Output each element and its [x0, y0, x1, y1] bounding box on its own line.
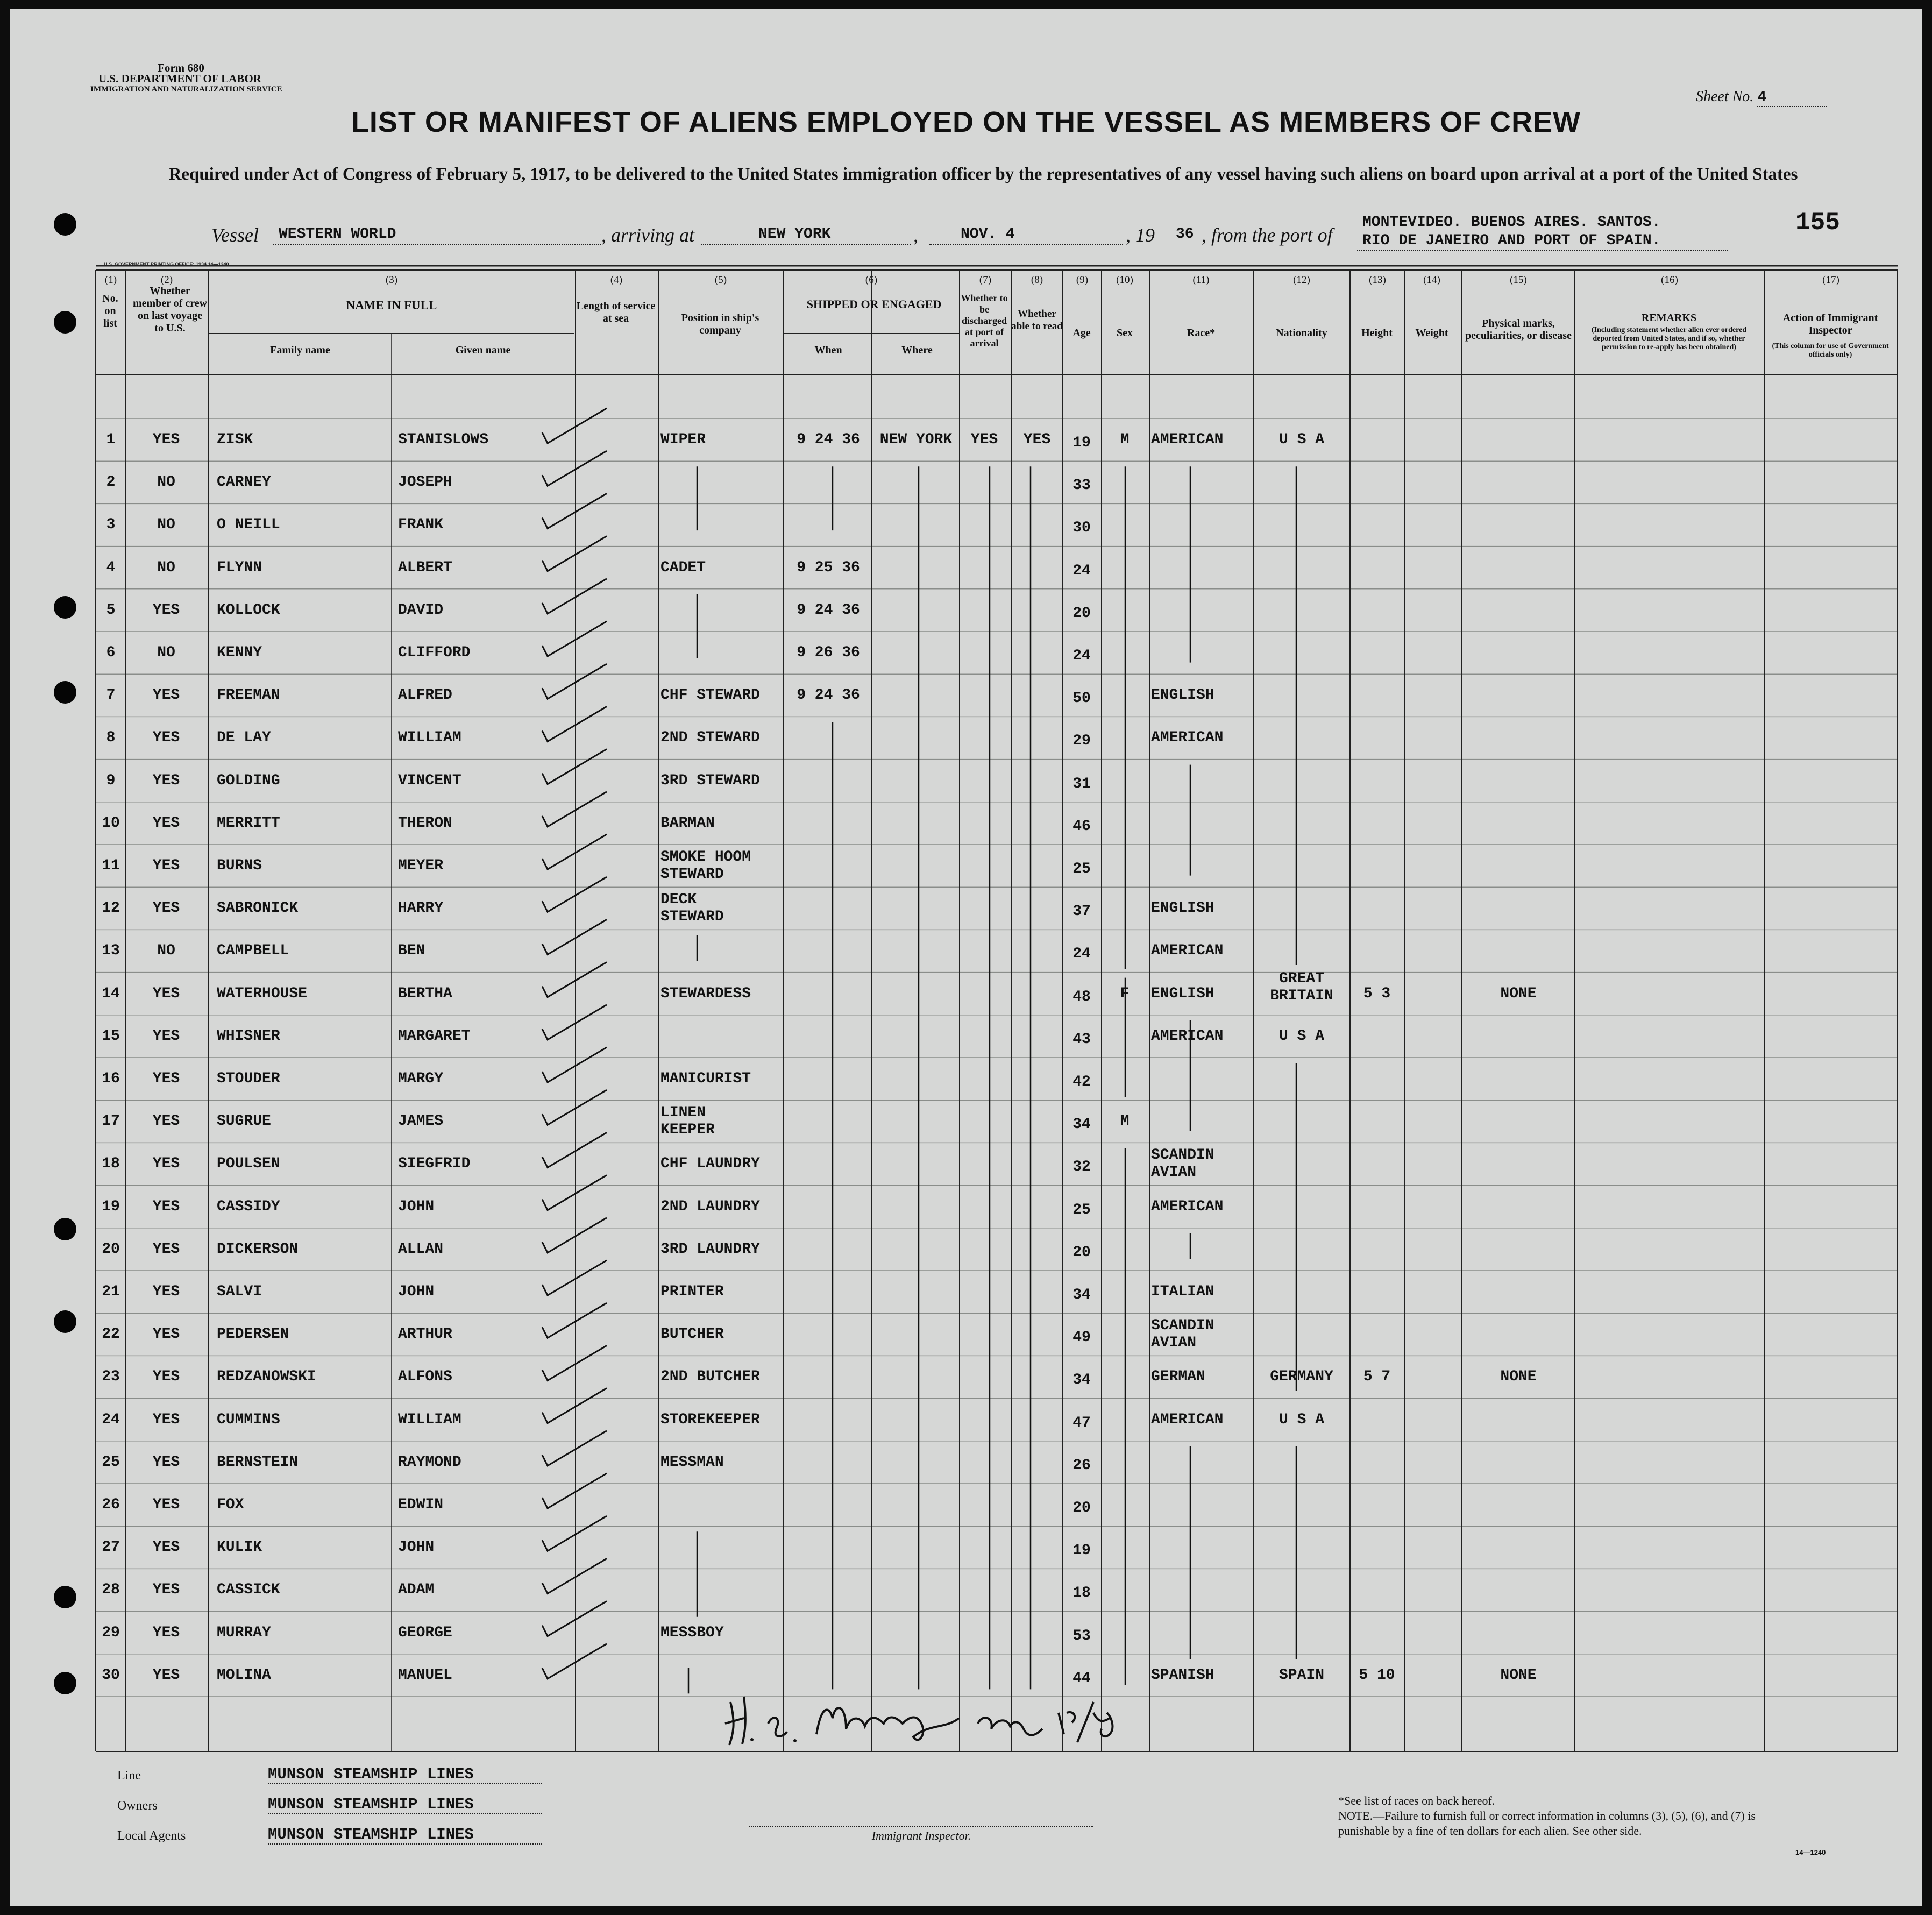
row-discharged: YES: [970, 431, 998, 448]
line-value: MUNSON STEAMSHIP LINES: [268, 1765, 542, 1784]
row-age: 47: [1072, 1414, 1091, 1431]
column-number: (3): [385, 274, 398, 286]
row-number: 30: [102, 1666, 120, 1684]
row-shipped-where: NEW YORK: [879, 431, 953, 448]
from-port-label: , from the port of: [1202, 224, 1333, 246]
row-race: SPANISH: [1151, 1666, 1214, 1684]
row-physical-marks: NONE: [1500, 1666, 1537, 1684]
row-family-name: KENNY: [217, 644, 262, 661]
row-given-name: CLIFFORD: [398, 644, 471, 661]
row-given-name: ALFRED: [398, 687, 452, 704]
row-shipped-when: 9 25 36: [797, 559, 860, 576]
row-age: 26: [1072, 1457, 1091, 1474]
row-age: 25: [1072, 1201, 1091, 1218]
row-nationality: U S A: [1278, 1027, 1324, 1045]
column-number: (1): [104, 274, 117, 286]
row-race: AMERICAN: [1151, 431, 1224, 448]
row-previous-voyage: YES: [152, 1411, 180, 1428]
header-discharged: Whether to be discharged at port of arrival: [961, 293, 1008, 349]
sheet-number-value: 4: [1757, 89, 1827, 107]
row-height: 5 10: [1359, 1666, 1395, 1684]
row-number: 13: [102, 942, 120, 960]
row-family-name: WHISNER: [217, 1027, 280, 1045]
row-height: 5 7: [1363, 1368, 1391, 1386]
row-nationality: GERMANY: [1270, 1368, 1333, 1386]
row-position: MANICURIST: [660, 1070, 751, 1087]
row-number: 5: [106, 601, 116, 619]
row-position: 3RD STEWARD: [660, 772, 760, 789]
row-age: 49: [1072, 1329, 1091, 1346]
row-age: 32: [1072, 1159, 1091, 1176]
row-previous-voyage: YES: [152, 1283, 180, 1300]
page-subtitle: Required under Act of Congress of February 5, 1917, to be delivered to the United States immigration officer by the representatives of any vessel having such aliens on board upon arrival at a port of the United States: [168, 165, 1798, 184]
column-number: (14): [1423, 274, 1440, 286]
arrival-date: NOV. 4: [961, 226, 1015, 243]
row-number: 11: [102, 857, 120, 874]
row-given-name: MARGARET: [398, 1027, 471, 1045]
row-position: DECK: [660, 891, 697, 909]
header-age: Age: [1072, 327, 1091, 339]
row-family-name: MERRITT: [217, 814, 280, 832]
row-number: 16: [102, 1070, 120, 1087]
row-family-name: CAMPBELL: [217, 942, 289, 960]
row-number: 20: [102, 1240, 120, 1258]
row-position: SMOKE HOOM: [660, 849, 751, 866]
column-number: (10): [1116, 274, 1133, 286]
column-number: (11): [1192, 274, 1210, 286]
row-previous-voyage: YES: [152, 857, 180, 874]
vessel-name: WESTERN WORLD: [279, 226, 396, 243]
year-label: , 19: [1126, 224, 1155, 246]
column-number: (16): [1661, 274, 1678, 286]
row-race: ENGLISH: [1151, 687, 1214, 704]
row-age: 20: [1072, 1500, 1091, 1516]
header-height: Height: [1361, 327, 1393, 339]
penalty-note: NOTE.—Failure to furnish full or correct information in columns (3), (5), (6), and (7) is punishable by a fine of ten dollars for each alien. See other side.: [1338, 1809, 1756, 1838]
row-given-name: ALFONS: [398, 1368, 452, 1386]
column-number: (12): [1293, 274, 1310, 286]
row-able-to-read: YES: [1023, 431, 1051, 448]
row-previous-voyage: NO: [157, 474, 175, 491]
row-number: 29: [102, 1624, 120, 1641]
row-nationality: U S A: [1278, 431, 1324, 448]
row-family-name: DE LAY: [217, 729, 271, 747]
row-family-name: KOLLOCK: [217, 601, 280, 619]
row-family-name: CASSIDY: [217, 1198, 280, 1215]
row-number: 28: [102, 1581, 120, 1599]
row-previous-voyage: YES: [152, 1027, 180, 1045]
row-family-name: WATERHOUSE: [217, 985, 308, 1002]
header-weight: Weight: [1415, 327, 1448, 339]
row-family-name: MURRAY: [217, 1624, 271, 1641]
row-age: 53: [1072, 1627, 1091, 1644]
row-position: PRINTER: [660, 1283, 724, 1300]
row-age: 18: [1072, 1585, 1091, 1602]
row-previous-voyage: YES: [152, 814, 180, 832]
row-age: 43: [1072, 1031, 1091, 1048]
column-number: (5): [714, 274, 727, 286]
vessel-line: Vessel WESTERN WORLD , arriving at NEW YORK , NOV. 4 , 19 36 , from the port of MONTEVIDEO. BUENOS AIRES. SANTOS. RIO DE JANEIRO AND PORT OF SPAIN.: [10, 218, 1922, 253]
owners-value: MUNSON STEAMSHIP LINES: [268, 1796, 542, 1814]
row-age: 19: [1072, 1542, 1091, 1559]
row-number: 25: [102, 1453, 120, 1471]
row-position: 2ND STEWARD: [660, 729, 760, 747]
row-age: 33: [1072, 477, 1091, 494]
row-family-name: DICKERSON: [217, 1240, 299, 1258]
column-number: (7): [979, 274, 992, 286]
header-shipped-engaged: SHIPPED OR ENGAGED: [806, 297, 942, 311]
row-position: KEEPER: [660, 1122, 715, 1139]
row-age: 48: [1072, 988, 1091, 1005]
row-family-name: POULSEN: [217, 1155, 280, 1173]
row-age: 29: [1072, 733, 1091, 750]
row-given-name: WILLIAM: [398, 1411, 461, 1428]
header-inspector-note: (This column for use of Government officials only): [1772, 342, 1889, 359]
header-position: Position in ship's company: [681, 312, 759, 336]
arrival-year: 36: [1176, 226, 1194, 243]
row-family-name: O NEILL: [217, 516, 280, 534]
row-given-name: MANUEL: [398, 1666, 452, 1684]
row-number: 8: [106, 729, 116, 747]
form-number: Form 680: [158, 61, 204, 74]
header-able-to-read: Whether able to read: [1011, 308, 1063, 332]
row-nationality: U S A: [1278, 1411, 1324, 1428]
row-position: STEWARD: [660, 866, 724, 883]
row-family-name: SALVI: [217, 1283, 262, 1300]
row-family-name: MOLINA: [217, 1666, 271, 1684]
row-number: 26: [102, 1496, 120, 1513]
row-position: STEWARDESS: [660, 985, 751, 1002]
row-previous-voyage: YES: [152, 900, 180, 917]
row-previous-voyage: YES: [152, 1240, 180, 1258]
header-remarks-note: (Including statement whether alien ever ordered deported from United States, and if so, whether permission to re-apply has been obtained): [1591, 326, 1747, 351]
row-age: 50: [1072, 690, 1091, 707]
row-family-name: CUMMINS: [217, 1411, 280, 1428]
row-number: 15: [102, 1027, 120, 1045]
row-number: 6: [106, 644, 116, 661]
row-age: 44: [1072, 1670, 1091, 1687]
row-nationality: GREAT: [1278, 970, 1324, 987]
row-age: 25: [1072, 861, 1091, 877]
row-given-name: VINCENT: [398, 772, 461, 789]
row-position: 2ND LAUNDRY: [660, 1198, 760, 1215]
row-given-name: MEYER: [398, 857, 444, 874]
row-nationality: BRITAIN: [1270, 987, 1333, 1004]
column-number: (13): [1369, 274, 1386, 286]
row-sex: M: [1120, 1113, 1130, 1130]
row-position: MESSBOY: [660, 1624, 724, 1641]
row-family-name: KULIK: [217, 1539, 262, 1556]
row-position: LINEN: [660, 1104, 706, 1122]
header-race: Race*: [1187, 327, 1216, 339]
row-previous-voyage: YES: [152, 1581, 180, 1599]
header-sex: Sex: [1117, 327, 1133, 339]
row-position: STEWARD: [660, 909, 724, 926]
row-previous-voyage: YES: [152, 1155, 180, 1173]
department: U.S. DEPARTMENT OF LABOR: [98, 72, 261, 85]
row-given-name: JOHN: [398, 1539, 435, 1556]
row-position: 3RD LAUNDRY: [660, 1240, 760, 1258]
header-physical-marks: Physical marks, peculiarities, or disease: [1465, 317, 1572, 342]
row-race: AMERICAN: [1151, 942, 1224, 960]
row-given-name: EDWIN: [398, 1496, 444, 1513]
row-given-name: THERON: [398, 814, 452, 832]
header-where: Where: [901, 344, 933, 356]
row-family-name: ZISK: [217, 431, 253, 448]
row-shipped-when: 9 24 36: [797, 601, 860, 619]
row-race: SCANDIN: [1151, 1147, 1214, 1164]
header-family-name: Family name: [270, 344, 330, 356]
row-number: 10: [102, 814, 120, 832]
column-number: (9): [1076, 274, 1089, 286]
row-sex: M: [1120, 431, 1130, 448]
footer-note: [1338, 1793, 1801, 1839]
row-given-name: JOHN: [398, 1283, 435, 1300]
arriving-port: NEW YORK: [758, 226, 831, 243]
row-family-name: FLYNN: [217, 559, 262, 576]
row-nationality: SPAIN: [1278, 1666, 1324, 1684]
form-code: 14—1240: [1795, 1848, 1826, 1856]
row-given-name: BEN: [398, 942, 425, 960]
row-family-name: FOX: [217, 1496, 244, 1513]
from-port-1: MONTEVIDEO. BUENOS AIRES. SANTOS.: [1362, 214, 1661, 231]
row-race: SCANDIN: [1151, 1317, 1214, 1335]
row-given-name: JAMES: [398, 1113, 444, 1130]
manifest-sheet: [10, 9, 1922, 1906]
row-position: BUTCHER: [660, 1326, 724, 1343]
row-previous-voyage: YES: [152, 1624, 180, 1641]
row-shipped-when: 9 24 36: [797, 431, 860, 448]
inspector-signature: [714, 1680, 1145, 1750]
row-given-name: DAVID: [398, 601, 444, 619]
row-previous-voyage: YES: [152, 729, 180, 747]
row-shipped-when: 9 24 36: [797, 687, 860, 704]
row-family-name: BERNSTEIN: [217, 1453, 299, 1471]
row-age: 30: [1072, 520, 1091, 537]
row-previous-voyage: NO: [157, 559, 175, 576]
row-number: 21: [102, 1283, 120, 1300]
row-previous-voyage: YES: [152, 985, 180, 1002]
header-name-in-full: NAME IN FULL: [346, 299, 437, 312]
row-given-name: ALLAN: [398, 1240, 444, 1258]
row-age: 20: [1072, 605, 1091, 622]
row-given-name: STANISLOWS: [398, 431, 489, 448]
vessel-label: Vessel: [211, 224, 259, 246]
row-number: 24: [102, 1411, 120, 1428]
row-family-name: SUGRUE: [217, 1113, 271, 1130]
owners-label: Owners: [117, 1799, 158, 1813]
header-length-of-service: Length of service at sea: [576, 300, 656, 324]
row-previous-voyage: YES: [152, 1070, 180, 1087]
column-number: (4): [610, 274, 623, 286]
row-given-name: FRANK: [398, 516, 444, 534]
header-inspector-action: Action of Immigrant Inspector: [1782, 312, 1878, 336]
row-age: 42: [1072, 1074, 1091, 1090]
row-physical-marks: NONE: [1500, 1368, 1537, 1386]
row-race: ENGLISH: [1151, 985, 1214, 1002]
row-number: 9: [106, 772, 116, 789]
row-previous-voyage: YES: [152, 1368, 180, 1386]
row-given-name: ARTHUR: [398, 1326, 452, 1343]
row-age: 31: [1072, 775, 1091, 792]
sheet-number-label: Sheet No.: [1696, 88, 1754, 105]
row-age: 34: [1072, 1287, 1091, 1303]
row-previous-voyage: YES: [152, 431, 180, 448]
row-number: 19: [102, 1198, 120, 1215]
header-when: When: [814, 344, 842, 356]
row-position: MESSMAN: [660, 1453, 724, 1471]
row-given-name: JOSEPH: [398, 474, 452, 491]
row-position: 2ND BUTCHER: [660, 1368, 760, 1386]
row-previous-voyage: NO: [157, 942, 175, 960]
row-race: AMERICAN: [1151, 1411, 1224, 1428]
row-position: WIPER: [660, 431, 706, 448]
row-race: AMERICAN: [1151, 1027, 1224, 1045]
row-position: CADET: [660, 559, 706, 576]
header-prev-voyage: Whether member of crew on last voyage to U.S.: [132, 285, 208, 334]
row-given-name: HARRY: [398, 900, 444, 917]
row-race: AMERICAN: [1151, 729, 1224, 747]
row-previous-voyage: YES: [152, 1496, 180, 1513]
row-number: 18: [102, 1155, 120, 1173]
row-number: 22: [102, 1326, 120, 1343]
row-given-name: MARGY: [398, 1070, 444, 1087]
row-family-name: CARNEY: [217, 474, 271, 491]
row-previous-voyage: YES: [152, 1539, 180, 1556]
row-family-name: REDZANOWSKI: [217, 1368, 316, 1386]
header-no-on-list: No. on list: [102, 293, 118, 329]
row-previous-voyage: YES: [152, 772, 180, 789]
row-number: 3: [106, 516, 116, 534]
row-age: 34: [1072, 1372, 1091, 1389]
service: IMMIGRATION AND NATURALIZATION SERVICE: [90, 85, 282, 94]
row-age: 19: [1072, 435, 1091, 451]
stamp-number: 155: [1795, 209, 1840, 237]
row-family-name: BURNS: [217, 857, 262, 874]
agents-value: MUNSON STEAMSHIP LINES: [268, 1826, 542, 1845]
row-shipped-when: 9 26 36: [797, 644, 860, 661]
row-number: 2: [106, 474, 116, 491]
row-family-name: PEDERSEN: [217, 1326, 289, 1343]
row-height: 5 3: [1363, 985, 1391, 1002]
row-age: 24: [1072, 946, 1091, 963]
column-number: (6): [865, 274, 878, 286]
page-title: LIST OR MANIFEST OF ALIENS EMPLOYED ON THE VESSEL AS MEMBERS OF CREW: [351, 106, 1581, 138]
column-number: (2): [160, 274, 173, 286]
row-age: 24: [1072, 648, 1091, 664]
row-given-name: RAYMOND: [398, 1453, 461, 1471]
printing-office: U.S. GOVERNMENT PRINTING OFFICE: 1934 14—1240: [104, 261, 229, 267]
row-physical-marks: NONE: [1500, 985, 1537, 1002]
column-number: (17): [1822, 274, 1839, 286]
row-age: 24: [1072, 562, 1091, 579]
arriving-label: , arriving at: [601, 224, 695, 246]
row-sex: F: [1120, 985, 1130, 1002]
row-number: 1: [106, 431, 116, 448]
row-age: 37: [1072, 903, 1091, 920]
header-remarks: REMARKS: [1641, 312, 1697, 324]
row-race: AMERICAN: [1151, 1198, 1224, 1215]
row-number: 23: [102, 1368, 120, 1386]
row-number: 14: [102, 985, 120, 1002]
row-previous-voyage: YES: [152, 1198, 180, 1215]
from-port-2: RIO DE JANEIRO AND PORT OF SPAIN.: [1362, 232, 1661, 249]
agents-label: Local Agents: [117, 1829, 186, 1843]
column-number: (8): [1031, 274, 1043, 286]
row-position: CHF STEWARD: [660, 687, 760, 704]
row-position: BARMAN: [660, 814, 715, 832]
row-given-name: ALBERT: [398, 559, 452, 576]
row-number: 17: [102, 1113, 120, 1130]
row-given-name: BERTHA: [398, 985, 452, 1002]
row-family-name: GOLDING: [217, 772, 280, 789]
row-race: ITALIAN: [1151, 1283, 1214, 1300]
column-number: (15): [1510, 274, 1527, 286]
row-family-name: FREEMAN: [217, 687, 280, 704]
row-number: 7: [106, 687, 116, 704]
row-number: 27: [102, 1539, 120, 1556]
row-position: CHF LAUNDRY: [660, 1155, 760, 1173]
row-age: 34: [1072, 1116, 1091, 1133]
row-given-name: WILLIAM: [398, 729, 461, 747]
row-previous-voyage: YES: [152, 1113, 180, 1130]
row-given-name: ADAM: [398, 1581, 435, 1599]
row-family-name: SABRONICK: [217, 900, 299, 917]
row-previous-voyage: YES: [152, 687, 180, 704]
row-race: ENGLISH: [1151, 900, 1214, 917]
row-previous-voyage: YES: [152, 1666, 180, 1684]
line-label: Line: [117, 1769, 141, 1783]
row-family-name: CASSICK: [217, 1581, 280, 1599]
row-previous-voyage: YES: [152, 1453, 180, 1471]
row-given-name: SIEGFRID: [398, 1155, 471, 1173]
row-number: 12: [102, 900, 120, 917]
row-position: STOREKEEPER: [660, 1411, 760, 1428]
row-previous-voyage: YES: [152, 1326, 180, 1343]
row-previous-voyage: NO: [157, 516, 175, 534]
row-race: AVIAN: [1151, 1164, 1197, 1181]
row-number: 4: [106, 559, 116, 576]
row-family-name: STOUDER: [217, 1070, 280, 1087]
row-age: 46: [1072, 818, 1091, 835]
races-note: *See list of races on back hereof.: [1338, 1794, 1495, 1807]
row-previous-voyage: NO: [157, 644, 175, 661]
row-race: AVIAN: [1151, 1335, 1197, 1352]
header-nationality: Nationality: [1276, 327, 1327, 339]
immigrant-inspector-line: Immigrant Inspector.: [749, 1826, 1093, 1843]
row-given-name: GEORGE: [398, 1624, 452, 1641]
row-given-name: JOHN: [398, 1198, 435, 1215]
row-age: 20: [1072, 1244, 1091, 1261]
header-given-name: Given name: [455, 344, 511, 356]
row-race: GERMAN: [1151, 1368, 1205, 1386]
row-previous-voyage: YES: [152, 601, 180, 619]
